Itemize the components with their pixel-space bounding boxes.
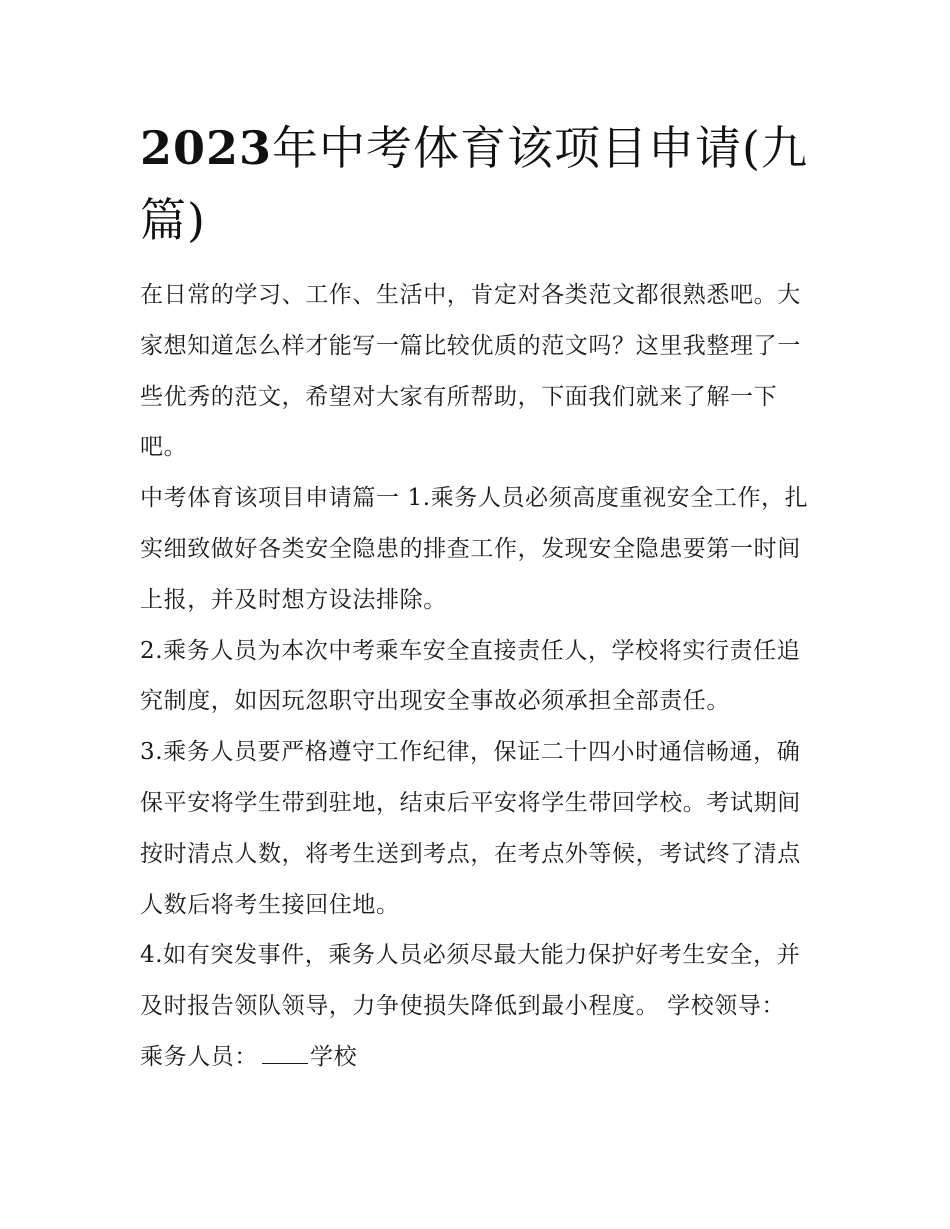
item-paragraph-4 <box>140 930 812 1082</box>
intro-paragraph: 在日常的学习、工作、生活中，肯定对各类范文都很熟悉吧。大家想知道怎么样才能写一篇比较优质的范文吗？这里我整理了一些优秀的范文，希望对大家有所帮助，下面我们就来了解一下吧。 <box>140 282 801 461</box>
signature-school: 学校 <box>310 1043 358 1070</box>
document-body <box>140 112 812 1083</box>
document-title <box>140 112 812 256</box>
blank-underline <box>262 1041 308 1064</box>
item-paragraph-3: 3.乘务人员要严格遵守工作纪律，保证二十四小时通信畅通，确保平安将学生带到驻地，结束后平安将学生带回学校。考试期间按时清点人数，将考生送到考点，在考点外等候，考试终了清点人数后将考生接回住地。 <box>140 739 801 918</box>
title-year: 2023 <box>140 121 273 175</box>
item-paragraph-4-text: 4.如有突发事件，乘务人员必须尽最大能力保护好考生安全，并及时报告领队领导，力争使损失降低到最小程度。 学校领导： 乘务人员： <box>140 942 801 1070</box>
item-paragraph-2: 2.乘务人员为本次中考乘车安全直接责任人，学校将实行责任追究制度，如因玩忽职守出现安全事故必须承担全部责任。 <box>140 637 801 715</box>
item-paragraph-1: 中考体育该项目申请篇一 1.乘务人员必须高度重视安全工作，扎实细致做好各类安全隐患的排查工作，发现安全隐患要第一时间上报，并及时想方设法排除。 <box>140 485 809 613</box>
title-text: 年中考体育该项目申请(九篇) <box>140 121 808 247</box>
